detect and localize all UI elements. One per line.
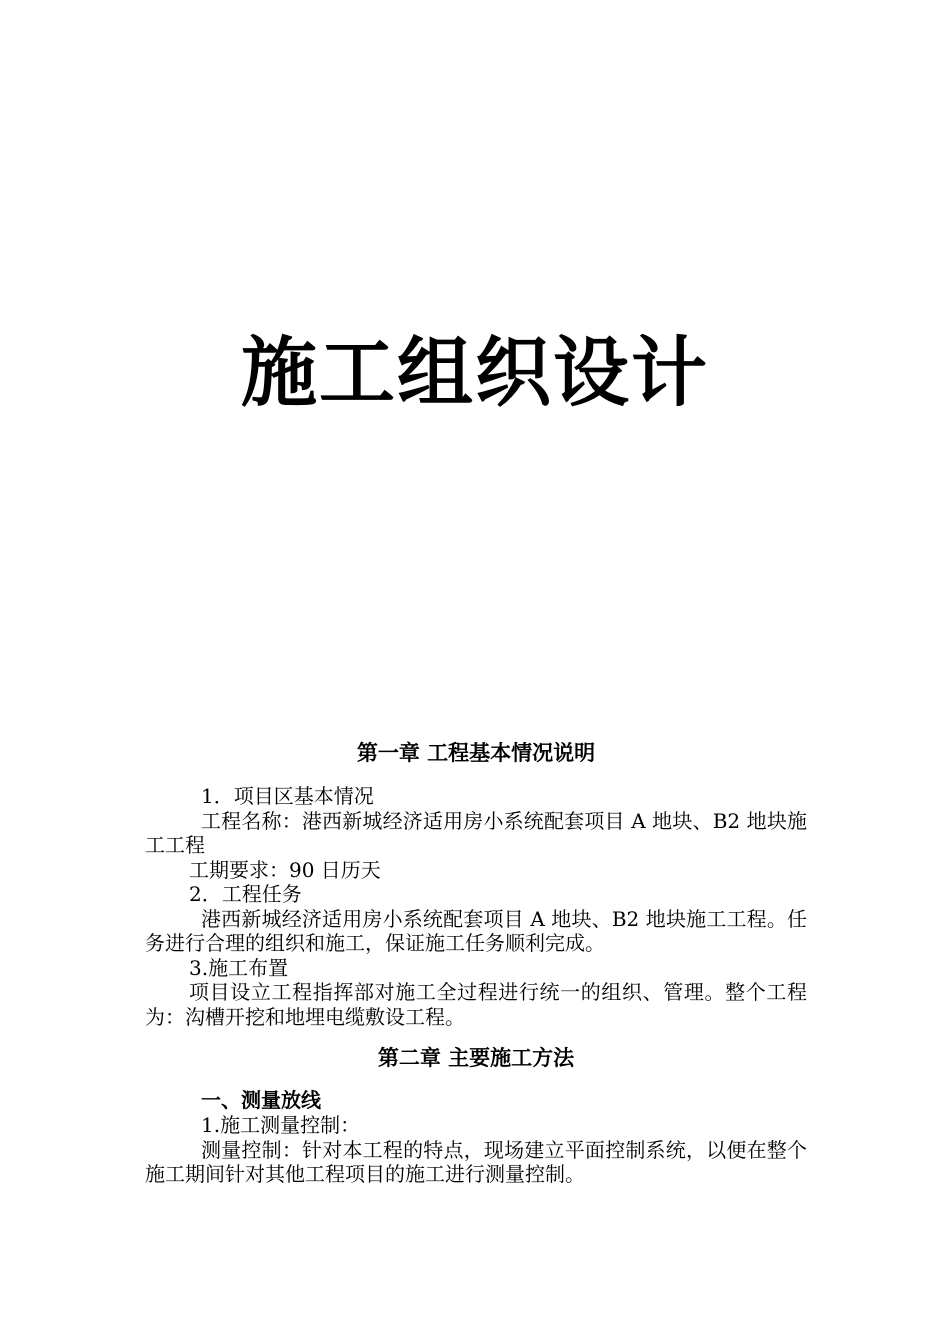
section-1-heading: 一、测量放线 <box>201 1088 321 1112</box>
chapter-1-heading: 第一章 工程基本情况说明 <box>356 741 596 765</box>
task-paragraph: 港西新城经济适用房小系统配套项目 A 地块、B2 地块施工工程。任务进行合理的组织和施工，保证施工任务顺利完成。 <box>145 906 807 955</box>
item-1-title: 1．项目区基本情况 <box>201 784 374 808</box>
project-name-paragraph: 工程名称：港西新城经济适用房小系统配套项目 A 地块、B2 地块施工工程 <box>145 808 807 857</box>
duration-paragraph: 工期要求：90 日历天 <box>189 857 381 882</box>
layout-paragraph: 项目设立工程指挥部对施工全过程进行统一的组织、管理。整个工程为：沟槽开挖和地埋电缆敷设工程。 <box>145 980 807 1029</box>
cover-title: 施工组织设计 <box>241 328 709 417</box>
document-body <box>145 738 807 1187</box>
item-3-title: 3.施工布置 <box>189 955 289 980</box>
survey-control-paragraph: 测量控制：针对本工程的特点，现场建立平面控制系统，以便在整个施工期间针对其他工程项目的施工进行测量控制。 <box>145 1137 807 1186</box>
item-2-title: 2．工程任务 <box>189 882 302 906</box>
chapter-2-heading: 第二章 主要施工方法 <box>377 1046 575 1070</box>
sub-1-title: 1.施工测量控制： <box>201 1113 361 1137</box>
